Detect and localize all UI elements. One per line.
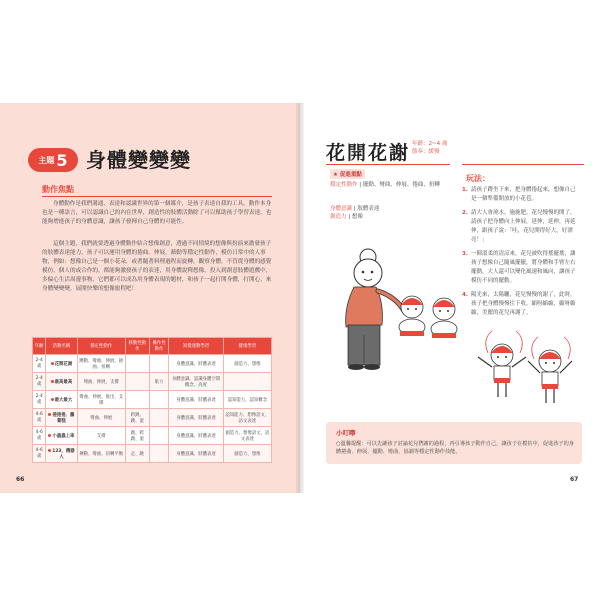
activity-name: 花開花謝 (54, 361, 73, 367)
book-gutter (296, 103, 304, 493)
table-cell (149, 355, 169, 373)
stretching-child-illustration (478, 331, 526, 397)
table-cell: 認知能力、認知概念 (223, 391, 271, 409)
step-number: 3. (462, 251, 468, 257)
table-cell: 支撐 (77, 427, 125, 445)
table-cell: 認知能力、想像語文、語文表達 (223, 409, 271, 427)
table-header: 健康學習 (223, 338, 271, 355)
table-cell (125, 391, 149, 409)
activity-meta (412, 140, 447, 156)
table-cell: 2-4 歲 (33, 373, 46, 391)
table-cell: 4-6 歲 (33, 409, 46, 427)
table-cell (223, 373, 271, 391)
step-number: 2. (462, 210, 468, 216)
curled-child-illustration (399, 296, 425, 336)
page-number-left: 66 (16, 476, 25, 483)
table-cell: 肌力 (149, 373, 169, 391)
activity-name: 最高最高 (54, 379, 73, 385)
focus-heading: 動作焦點 (42, 185, 74, 194)
table-cell: 創造力、想像 (223, 355, 271, 373)
tips-text: ○溫馨提醒：可以先讓孩子討論花兒們謝的過程，再引導孩子動作自己，讓孩子在模仿中，促進孩子的身體捲曲、伸展、擺動、彎曲，協調等穩定性動作技能。 (336, 441, 574, 455)
play-divider (462, 164, 584, 165)
table-cell (125, 355, 149, 373)
table-cell: 跑、跨跳、滾 (125, 427, 149, 445)
body-value: 肢體表達 (357, 206, 380, 212)
activity-name: 捲捲捲、蘿蔔糕 (52, 412, 75, 424)
table-cell (46, 427, 77, 445)
table-cell: 創造力、想像語文、語文表達 (223, 427, 271, 445)
theme-number: 5 (56, 150, 68, 170)
table-cell: 身體意識、肢體表達 (169, 427, 223, 445)
table-cell: 身體意識、認識身體空間概念、高度 (169, 373, 223, 391)
table-cell: 揮動、彎曲、扭轉平衡 (77, 445, 125, 463)
table-row (33, 445, 272, 463)
activity-table (32, 337, 272, 463)
creativity-value: 想像 (351, 214, 363, 220)
tips-heading: 小叮嚀 (336, 429, 356, 437)
bullet-icon (51, 362, 54, 365)
table-header: 移動性動作 (125, 338, 149, 355)
table-row (33, 409, 272, 427)
step-text: 一陣溫柔的清涼來，花兒被吹得搖擺搖，讓孩子想像自己隨風擺擺，將身體和手臂左右擺動，大人還可以變化風速和風向，讓孩子模仿不同的擺動。 (471, 251, 576, 284)
stability-row: 穩定性動作 | 擺動、彎曲、伸展、捲曲、扭轉 (330, 182, 440, 188)
step-text: 請孩子蹲坐下來，把身體捲起來，想像自己是一個準備開放的小花苞。 (471, 187, 576, 202)
curled-child-illustration (431, 298, 457, 338)
table-cell: 4-6 歲 (33, 427, 46, 445)
step-number: 1. (462, 187, 468, 193)
stretching-child-illustration (528, 337, 572, 403)
bullet-icon (48, 413, 51, 416)
bullet-icon (51, 398, 54, 401)
activity-illustration (320, 235, 590, 415)
body-key: 身體意識 (330, 206, 353, 212)
age-text: 年齡：2~4 歲 (412, 141, 448, 147)
activity-name: 最大最大 (54, 397, 73, 403)
bullet-icon (51, 380, 54, 383)
table-header: 操作性動作 (149, 338, 169, 355)
bullet-icon (48, 449, 51, 452)
page-number-right: 67 (570, 476, 579, 483)
table-cell: 2-4 歲 (33, 355, 46, 373)
table-cell (46, 391, 77, 409)
intro-paragraph-1: 身體動作是我們溝通、表達和認識世界的第一個媒介，是孩子表達自我的工具。動作本身也是一種語言，可以認識自己的內在世界，創造性的肢體活動除了可以幫助孩子學習表達，也能夠增進孩子的身體意識，讓孩子發揮自己身體的可能性。 (42, 201, 272, 225)
table-row (33, 391, 272, 409)
activity-name: 123，機器人 (52, 448, 75, 460)
table-cell: 身體意識、肢體表達 (169, 445, 223, 463)
table-cell (46, 373, 77, 391)
intro-paragraph-2: 這個主題，我們就要透過身體動作結合想像創意，透過不同情境的想像與扮演來激發孩子的肢體表達能力，孩子可以運用身體的捲曲、伸展，藉動等穩定性動作，模仿日常中的人事物，例如：想像自己是一個小花朵，或著隨著料理過程而旋轉，觀察身體，不管從身體的感覺模仿，個人的或合作的，都能夠激發孩子的表達，用身體說釋想像，投入到創意肢體遊戲中，多偏心生活周邊事物，它們都可以成為用身體表現的題材，和孩子一起打開身體，打開心，來身體變變變，展開快樂的想像旅程吧！ (42, 241, 272, 292)
table-cell: 4-6 歲 (33, 445, 46, 463)
focus-divider (42, 196, 272, 197)
adult-figure-illustration (346, 249, 404, 370)
step-number: 4. (462, 292, 468, 298)
list-item (462, 186, 580, 204)
table-header-row (33, 338, 272, 355)
table-cell: 身體意識、肢體表達 (169, 409, 223, 427)
step-text: 請大人會澆水、施施肥，花兒慢慢的開了，請孩子把身體向上伸展，延伸，延伸，再延伸，跟孩子說：「哇，花兒開得好大，好漂亮！」 (471, 210, 576, 243)
step-text: 陽光來，太陽曬，花兒慢慢的謝了，此時，孩子把身體慢慢往下收，縮呀縮縮，縮呀縮縮，美麗的花兒再謝了。 (471, 292, 576, 316)
table-cell (149, 409, 169, 427)
table-cell: 彎曲、伸展 (77, 409, 125, 427)
table-row (33, 373, 272, 391)
table-cell (149, 445, 169, 463)
table-row (33, 355, 272, 373)
table-cell (46, 409, 77, 427)
table-cell: 創造力、想像 (223, 445, 271, 463)
title-divider (326, 164, 450, 165)
theme-title: 身體變變變 (86, 144, 191, 173)
stability-value: 擺動、彎曲、伸展、捲曲、扭轉 (362, 182, 440, 188)
theme-badge (28, 148, 78, 172)
theme-label: 主題 (38, 155, 55, 165)
table-cell (149, 391, 169, 409)
table-cell: 身體意識、肢體表達 (169, 391, 223, 409)
table-cell: 蹲動、彎曲、伸展、捲曲、扭轉 (77, 355, 125, 373)
bullet-icon (48, 434, 51, 437)
table-cell (149, 427, 169, 445)
creativity-row: 創造力 | 想像 (330, 214, 363, 220)
table-header: 活動名稱 (46, 338, 77, 355)
activity-name: 小蟲蟲上車 (52, 433, 75, 439)
table-cell: 彎曲、伸展、推出、支撐 (77, 391, 125, 409)
activity-title: 花開花謝 (326, 142, 411, 164)
body-row: 身體意識 | 肢體表達 (330, 206, 380, 212)
table-cell (46, 355, 77, 373)
table-cell: 彎曲、伸展、支撐 (77, 373, 125, 391)
table-cell (125, 373, 149, 391)
promote-label: ★ 促進重點 (330, 169, 365, 179)
table-header: 穩定性動作 (77, 338, 125, 355)
table-header: 年齡 (33, 338, 46, 355)
table-cell: 身體意識、肢體表達 (169, 355, 223, 373)
stability-key: 穩定性動作 (330, 182, 358, 188)
table-header: 知覺運動學習 (169, 338, 223, 355)
play-heading: 玩法： (466, 174, 490, 183)
table-cell: 2-4 歲 (33, 391, 46, 409)
table-cell (46, 445, 77, 463)
table-cell: 走、跳 (125, 445, 149, 463)
frequency-text: 節奏：緩慢 (412, 149, 440, 155)
creativity-key: 創造力 (330, 214, 347, 220)
table-cell: 跨跳、跳、滾 (125, 409, 149, 427)
table-row (33, 427, 272, 445)
